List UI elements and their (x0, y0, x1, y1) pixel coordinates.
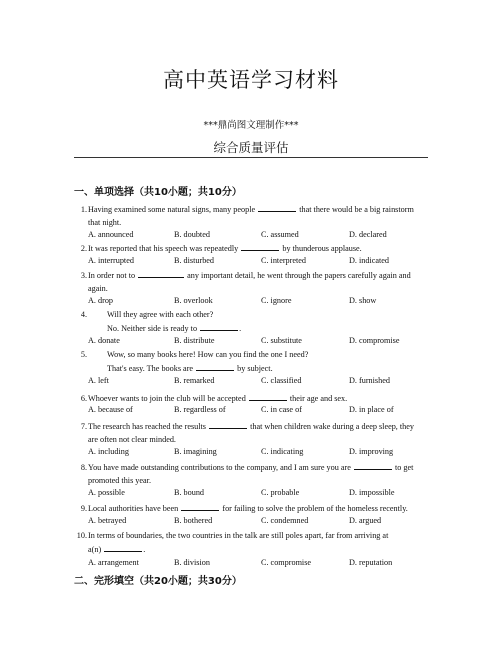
question-text: their age and sex. (289, 394, 348, 403)
option-b: B. bound (174, 488, 205, 497)
option-c: C. ignore (261, 296, 292, 305)
option-d: D. furnished (349, 376, 390, 385)
option-d: D. show (349, 296, 377, 305)
question-number: 1. (80, 205, 87, 214)
option-c: C. condemned (261, 516, 309, 525)
option-b: B. regardless of (174, 405, 226, 414)
question-number: 9. (80, 504, 87, 513)
option-b: B. division (174, 558, 210, 567)
document-title: 高中英语学习材料 (163, 68, 339, 92)
section-title-single-choice: 一、单项选择（共10小题；共10分） (74, 187, 242, 198)
question-text: a(n) (88, 544, 102, 554)
option-a: A. donate (88, 336, 120, 345)
answer-blank (241, 242, 279, 251)
question-1 (74, 203, 430, 229)
option-d: D. indicated (349, 256, 390, 265)
question-text: by subject. (237, 363, 273, 373)
option-a: A. possible (88, 488, 125, 497)
option-b: B. disturbed (174, 256, 215, 265)
answer-blank (209, 420, 247, 429)
question-text: . (239, 323, 242, 333)
option-d: D. declared (349, 230, 387, 239)
question-text: Having examined some natural signs, many people (88, 205, 256, 214)
question-4 (74, 309, 430, 335)
option-d: D. reputation (349, 558, 393, 567)
question-6 (74, 392, 430, 406)
question-text: that night. (88, 217, 122, 227)
question-number: 2. (80, 244, 87, 253)
question-text: In terms of boundaries, the two countries in the talk are still poles apart, far from arriving at (88, 531, 389, 540)
answer-blank (181, 502, 219, 511)
option-b: B. doubted (174, 230, 210, 239)
option-c: C. indicating (261, 447, 304, 456)
question-7 (74, 420, 430, 446)
question-number: 6. (80, 394, 87, 403)
question-text: by thunderous applause. (282, 244, 362, 253)
option-b: B. remarked (174, 376, 215, 385)
question-text: Will they agree with each other? (107, 310, 214, 319)
document-heading: 综合质量评估 (213, 140, 289, 155)
option-a: A. because of (88, 405, 133, 414)
question-text: It was reported that his speech was repeatedly (88, 244, 239, 253)
question-text: that there would be a big rainstorm (299, 205, 414, 214)
question-number: 5. (80, 350, 87, 359)
question-number: 10. (76, 531, 87, 540)
question-text: any important detail, he went through the papers carefully again and (187, 271, 411, 280)
option-d: D. in place of (349, 405, 394, 414)
answer-blank (104, 543, 142, 552)
section-title-cloze: 二、完形填空（共20小题；共30分） (74, 576, 242, 587)
option-a: A. drop (88, 296, 114, 305)
question-text: for failing to solve the problem of the homeless recently. (222, 504, 408, 513)
option-b: B. bothered (174, 516, 213, 525)
option-a: A. including (88, 447, 129, 456)
question-9 (74, 502, 430, 516)
question-text: Whoever wants to join the club will be accepted (88, 394, 246, 403)
question-8 (74, 461, 430, 487)
question-5 (74, 349, 430, 375)
option-d: D. impossible (349, 488, 395, 497)
answer-blank (200, 322, 238, 331)
option-c: C. classified (261, 376, 302, 385)
question-text: Local authorities have been (88, 504, 179, 513)
question-text: are often not clear minded. (88, 434, 176, 444)
answer-blank (196, 362, 234, 371)
question-number: 3. (80, 271, 87, 280)
answer-blank (138, 269, 184, 278)
answer-blank (258, 203, 296, 212)
question-text: The research has reached the results (88, 422, 206, 431)
answer-blank (249, 392, 287, 401)
option-d: D. improving (349, 447, 394, 456)
option-d: D. argued (349, 516, 382, 525)
question-text: promoted this year. (88, 475, 151, 485)
question-text: That's easy. The books are (107, 363, 194, 373)
question-2 (74, 242, 430, 256)
option-b: B. distribute (174, 336, 215, 345)
option-a: A. betrayed (88, 516, 127, 525)
option-c: C. in case of (261, 405, 302, 414)
option-c: C. probable (261, 488, 300, 497)
question-text: No. Neither side is ready to (107, 323, 198, 333)
option-a: A. left (88, 376, 109, 385)
question-number: 7. (80, 422, 87, 431)
question-3 (74, 269, 430, 295)
question-text: again. (88, 283, 108, 293)
question-number: 4. (80, 310, 87, 319)
question-text: to get (394, 463, 414, 472)
option-a: A. announced (88, 230, 134, 239)
question-text: that when children wake during a deep sleep, they (250, 422, 414, 431)
option-a: A. interrupted (88, 256, 134, 265)
option-c: C. interpreted (261, 256, 307, 265)
question-number: 8. (80, 463, 87, 472)
document-subtitle: ***鼎尚图文理制作*** (203, 120, 299, 131)
question-text: . (143, 544, 146, 554)
question-text: You have made outstanding contributions to the company, and I am sure you are (88, 463, 351, 472)
option-c: C. compromise (261, 558, 312, 567)
option-d: D. compromise (349, 336, 400, 345)
option-b: B. imagining (174, 447, 217, 456)
option-c: C. assumed (261, 230, 299, 239)
heading-divider (74, 157, 428, 158)
option-c: C. substitute (261, 336, 302, 345)
question-10 (74, 530, 430, 556)
question-text: Wow, so many books here! How can you find the one I need? (107, 350, 309, 359)
question-text: In order not to (88, 271, 136, 280)
answer-blank (354, 461, 392, 470)
option-b: B. overlook (174, 296, 213, 305)
option-a: A. arrangement (88, 558, 139, 567)
